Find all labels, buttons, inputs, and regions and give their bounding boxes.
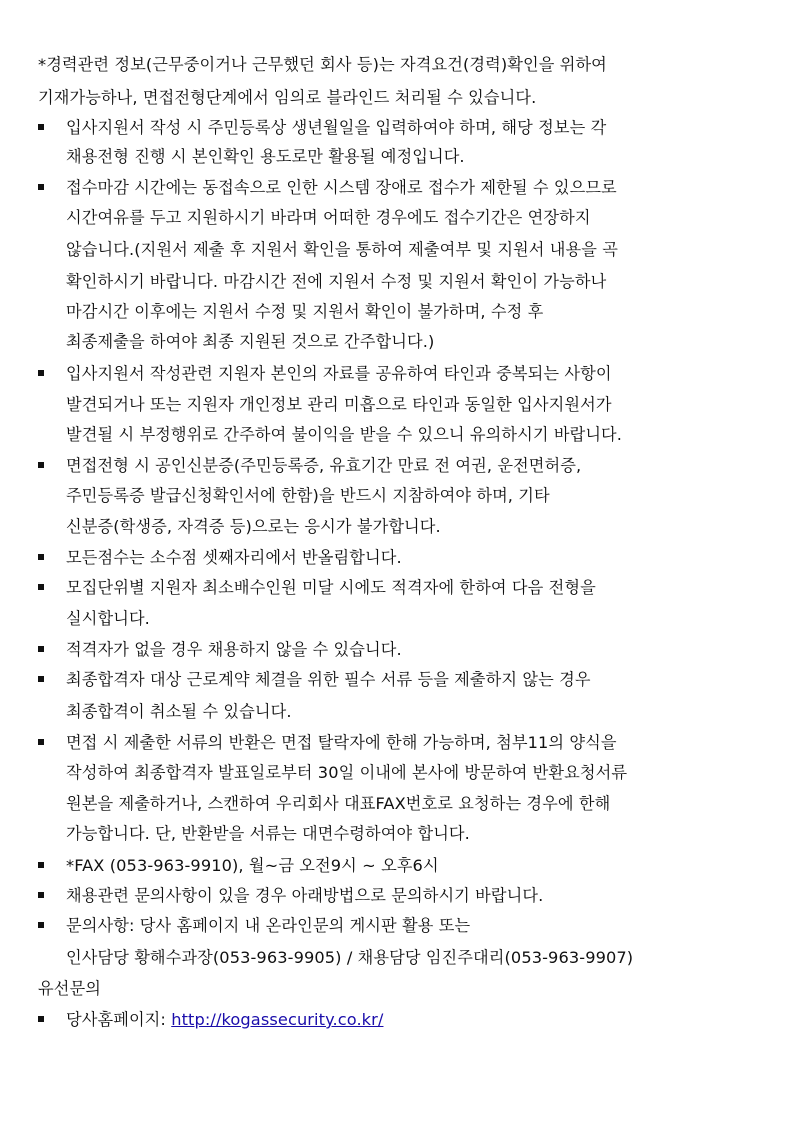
bullet-icon <box>38 922 44 928</box>
intro-line-1: *경력관련 정보(근무중이거나 근무했던 회사 등)는 자격요건(경력)확인을 위하여 <box>38 55 607 74</box>
notice-7-line-1: 적격자가 없을 경우 채용하지 않을 수 있습니다. <box>66 640 402 659</box>
bullet-icon <box>38 862 44 868</box>
notice-11-line-1: 채용관련 문의사항이 있을 경우 아래방법으로 문의하시기 바랍니다. <box>66 886 544 905</box>
bullet-icon <box>38 646 44 652</box>
bullet-icon <box>38 676 44 682</box>
notice-8-line-1: 최종합격자 대상 근로계약 체결을 위한 필수 서류 등을 제출하지 않는 경우 <box>66 670 591 689</box>
bullet-icon <box>38 370 44 376</box>
bullet-icon <box>38 1016 44 1022</box>
bullet-icon <box>38 892 44 898</box>
bullet-icon <box>38 184 44 190</box>
notice-9-line-3: 원본을 제출하거나, 스캔하여 우리회사 대표FAX번호로 요청하는 경우에 한해 <box>66 794 611 813</box>
notice-2-line-4: 확인하시기 바랍니다. 마감시간 전에 지원서 수정 및 지원서 확인이 가능하나 <box>66 272 607 291</box>
notice-2-line-1: 접수마감 시간에는 동접속으로 인한 시스템 장애로 접수가 제한될 수 있으므로 <box>66 178 617 197</box>
notice-2-line-2: 시간여유를 두고 지원하시기 바라며 어떠한 경우에도 접수기간은 연장하지 <box>66 208 591 227</box>
contact-line-3: 유선문의 <box>38 979 101 998</box>
notice-4-line-3: 신분증(학생증, 자격증 등)으로는 응시가 불가합니다. <box>66 517 441 536</box>
bullet-icon <box>38 554 44 560</box>
notice-6-line-2: 실시합니다. <box>66 609 150 628</box>
homepage-line <box>66 1010 383 1030</box>
notice-2-line-5: 마감시간 이후에는 지원서 수정 및 지원서 확인이 불가하며, 수정 후 <box>66 302 544 321</box>
notice-2-line-6: 최종제출을 하여야 최종 지원된 것으로 간주합니다.) <box>66 332 435 351</box>
notice-9-line-4: 가능합니다. 단, 반환받을 서류는 대면수령하여야 합니다. <box>66 824 470 843</box>
notice-3-line-1: 입사지원서 작성관련 지원자 본인의 자료를 공유하여 타인과 중복되는 사항이 <box>66 364 612 383</box>
notice-3-line-3: 발견될 시 부정행위로 간주하여 불이익을 받을 수 있으니 유의하시기 바랍니다. <box>66 425 623 444</box>
notice-3-line-2: 발견되거나 또는 지원자 개인정보 관리 미흡으로 타인과 동일한 입사지원서가 <box>66 395 612 414</box>
bullet-icon <box>38 739 44 745</box>
contact-line-1: 문의사항: 당사 홈페이지 내 온라인문의 게시판 활용 또는 <box>66 916 471 935</box>
notice-4-line-1: 면접전형 시 공인신분증(주민등록증, 유효기간 만료 전 여권, 운전면허증, <box>66 456 582 475</box>
intro-line-2: 기재가능하나, 면접전형단계에서 임의로 블라인드 처리될 수 있습니다. <box>38 88 537 107</box>
notice-6-line-1: 모집단위별 지원자 최소배수인원 미달 시에도 적격자에 한하여 다음 전형을 <box>66 578 596 597</box>
homepage-link[interactable]: http://kogassecurity.co.kr/ <box>171 1010 384 1029</box>
notice-2-line-3: 않습니다.(지원서 제출 후 지원서 확인을 통하여 제출여부 및 지원서 내용을 곡 <box>66 240 618 259</box>
notice-1-line-2: 채용전형 진행 시 본인확인 용도로만 활용될 예정입니다. <box>66 147 465 166</box>
notice-9-line-1: 면접 시 제출한 서류의 반환은 면접 탈락자에 한해 가능하며, 첨부11의 양식을 <box>66 733 617 752</box>
notice-10-line-1: *FAX (053-963-9910), 월~금 오전9시 ~ 오후6시 <box>66 856 439 875</box>
homepage-label: 당사홈페이지: <box>66 1010 172 1029</box>
notice-8-line-2: 최종합격이 취소될 수 있습니다. <box>66 702 292 721</box>
notice-4-line-2: 주민등록증 발급신청확인서에 한함)을 반드시 지참하여야 하며, 기타 <box>66 486 550 505</box>
contact-line-2: 인사담당 황해수과장(053-963-9905) / 채용담당 임진주대리(053-963-9907) <box>66 948 634 967</box>
notice-5-line-1: 모든점수는 소수점 셋째자리에서 반올림합니다. <box>66 548 402 567</box>
bullet-icon <box>38 462 44 468</box>
notice-1-line-1: 입사지원서 작성 시 주민등록상 생년월일을 입력하여야 하며, 해당 정보는 각 <box>66 118 607 137</box>
bullet-icon <box>38 584 44 590</box>
bullet-icon <box>38 124 44 130</box>
notice-9-line-2: 작성하여 최종합격자 발표일로부터 30일 이내에 본사에 방문하여 반환요청서류 <box>66 763 628 782</box>
